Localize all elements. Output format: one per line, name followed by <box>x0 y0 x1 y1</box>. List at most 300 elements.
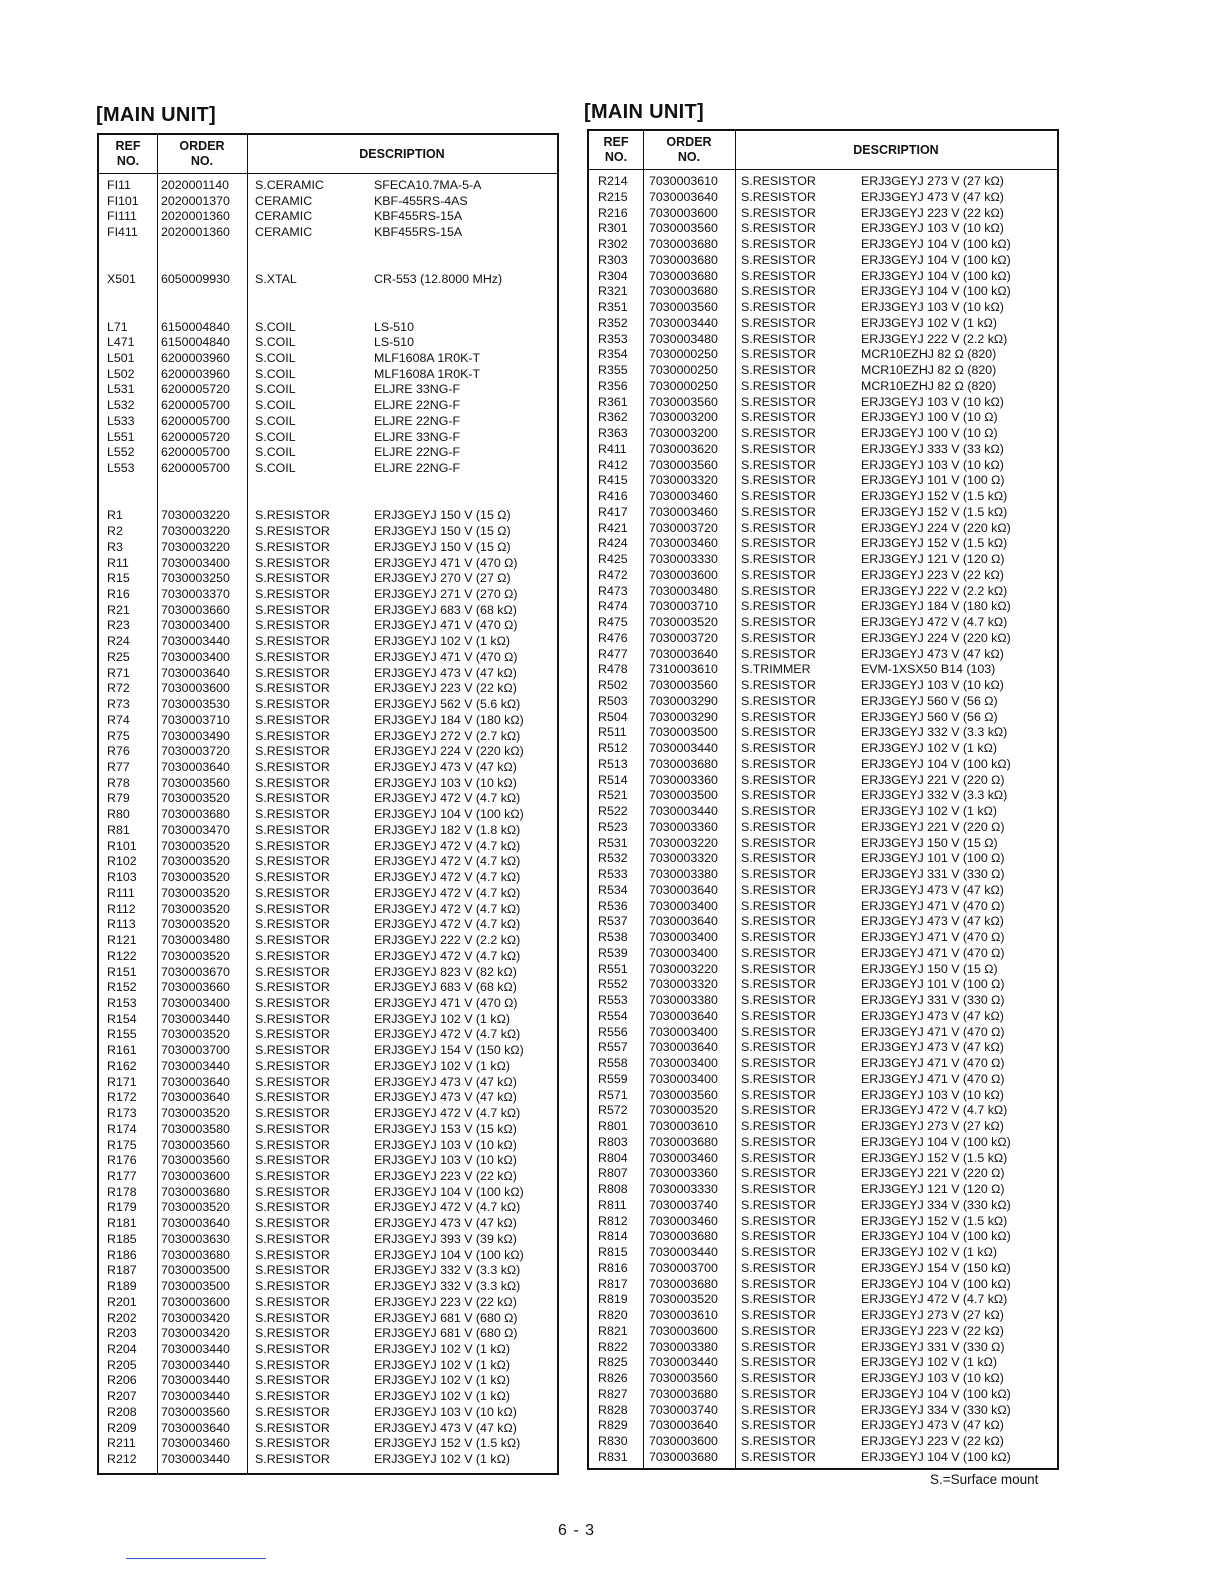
part-type: S.RESISTOR <box>741 1402 816 1417</box>
table-row <box>589 1214 1057 1230</box>
table-row <box>99 980 557 996</box>
part-number: ERJ3GEYJ 152 V (1.5 kΩ) <box>861 1213 1008 1228</box>
ref-no: R531 <box>598 835 628 850</box>
part-number: ERJ3GEYJ 471 V (470 Ω) <box>374 555 518 570</box>
part-type: S.RESISTOR <box>741 567 816 582</box>
order-no: 7030003640 <box>161 1090 230 1105</box>
part-type: S.RESISTOR <box>255 649 330 664</box>
table-row <box>589 221 1057 237</box>
table-row <box>589 1229 1057 1245</box>
part-type: S.RESISTOR <box>255 933 330 948</box>
part-type: S.RESISTOR <box>255 1342 330 1357</box>
ref-no: R416 <box>598 489 628 503</box>
part-number: ERJ3GEYJ 103 V (10 kΩ) <box>374 1153 517 1168</box>
ref-no: R321 <box>598 284 628 299</box>
part-number: ERJ3GEYJ 472 V (4.7 kΩ) <box>374 1106 521 1121</box>
part-number: ERJ3GEYJ 100 V (10 Ω) <box>861 410 998 425</box>
order-no: 6200005720 <box>161 429 230 444</box>
table-row <box>99 587 557 603</box>
order-no: 7030003630 <box>161 1231 230 1246</box>
part-number: ERJ3GEYJ 102 V (1 kΩ) <box>374 1342 510 1357</box>
table-row <box>589 883 1057 899</box>
table-row <box>99 1075 557 1091</box>
table-row <box>99 194 557 210</box>
part-type: S.RESISTOR <box>741 599 816 614</box>
part-type: S.RESISTOR <box>741 237 816 251</box>
ref-no: R815 <box>598 1245 628 1259</box>
ref-no: R185 <box>107 1231 137 1246</box>
ref-no: R189 <box>107 1279 137 1294</box>
table-row <box>589 1418 1057 1434</box>
part-number: ERJ3GEYJ 473 V (47 kΩ) <box>374 1216 517 1231</box>
ref-no: R80 <box>107 807 130 822</box>
part-number: ERJ3GEYJ 103 V (10 kΩ) <box>861 300 1004 314</box>
order-no: 7030003500 <box>161 1263 230 1278</box>
order-no: 7030003460 <box>649 1150 718 1165</box>
part-number: ERJ3GEYJ 222 V (2.2 kΩ) <box>374 933 521 948</box>
part-type: S.RESISTOR <box>741 174 816 188</box>
ref-no: R803 <box>598 1134 628 1149</box>
part-number: ERJ3GEYJ 104 V (100 kΩ) <box>861 268 1011 283</box>
part-number: ERJ3GEYJ 472 V (4.7 kΩ) <box>374 901 521 916</box>
part-number: ERJ3GEYJ 104 V (100 kΩ) <box>861 284 1011 299</box>
order-no: 7030003220 <box>161 524 230 539</box>
part-type: S.RESISTOR <box>741 678 816 692</box>
order-no: 6200005700 <box>161 398 230 413</box>
part-number: ERJ3GEYJ 471 V (470 Ω) <box>861 945 1005 960</box>
ref-no: R162 <box>107 1058 137 1073</box>
part-number: ERJ3GEYJ 104 V (100 kΩ) <box>374 807 524 822</box>
part-type: S.RESISTOR <box>741 473 816 488</box>
part-type: S.RESISTOR <box>741 646 816 661</box>
ref-no: R812 <box>598 1213 628 1228</box>
part-type: S.RESISTOR <box>255 964 330 979</box>
description-header: DESCRIPTION <box>359 146 445 161</box>
table-row <box>99 1373 557 1389</box>
ref-no: R424 <box>598 536 628 551</box>
part-type: S.RESISTOR <box>255 1137 330 1152</box>
ref-no: R1 <box>107 508 123 523</box>
ref-no: R412 <box>598 457 628 472</box>
part-type: S.RESISTOR <box>255 539 330 554</box>
part-type: S.RESISTOR <box>741 1229 816 1244</box>
ref-no: R538 <box>598 930 628 944</box>
part-number: ERJ3GEYJ 102 V (1 kΩ) <box>374 634 510 649</box>
part-type: S.RESISTOR <box>255 744 330 759</box>
part-type: S.RESISTOR <box>741 1355 816 1370</box>
table-row <box>589 899 1057 915</box>
part-number: ERJ3GEYJ 102 V (1 kΩ) <box>374 1373 510 1388</box>
order-no: 7030003460 <box>649 504 718 519</box>
ref-no: R559 <box>598 1071 628 1086</box>
table-row <box>99 351 557 367</box>
table-row <box>589 347 1057 363</box>
order-no: 7030003520 <box>161 885 230 900</box>
part-type: S.RESISTOR <box>255 791 330 806</box>
order-no: 7030003680 <box>161 807 230 822</box>
ref-no: R825 <box>598 1355 628 1370</box>
part-number: EVM-1XSX50 B14 (103) <box>861 662 996 677</box>
table-row <box>589 1025 1057 1041</box>
order-no: 7030003400 <box>161 995 230 1010</box>
part-type: S.RESISTOR <box>741 835 816 850</box>
ref-no: R828 <box>598 1402 628 1417</box>
order-no: 7030003560 <box>161 1137 230 1152</box>
part-type: S.RESISTOR <box>255 1200 330 1215</box>
ref-no: R179 <box>107 1200 137 1215</box>
table-row <box>589 977 1057 993</box>
ref-no: L552 <box>107 445 135 460</box>
ref-no: R475 <box>598 615 628 629</box>
ref-no: R303 <box>598 252 628 267</box>
order-no: 7030003610 <box>649 1119 718 1133</box>
table-row <box>589 521 1057 537</box>
order-no: 7030003660 <box>161 602 230 617</box>
ref-no: R74 <box>107 712 130 727</box>
order-no: 7030003640 <box>161 1420 230 1435</box>
part-type: S.RESISTOR <box>741 1245 816 1259</box>
ref-no: R553 <box>598 993 628 1007</box>
part-type: S.RESISTOR <box>255 1011 330 1026</box>
part-number: ERJ3GEYJ 473 V (47 kΩ) <box>861 882 1004 897</box>
table-row <box>99 1059 557 1075</box>
part-type: S.RESISTOR <box>741 630 816 645</box>
part-type: S.RESISTOR <box>741 221 816 236</box>
part-number: ERJ3GEYJ 152 V (1.5 kΩ) <box>861 1150 1008 1165</box>
table-row <box>99 729 557 745</box>
order-no: 2020001360 <box>161 225 230 240</box>
ref-no: R3 <box>107 539 123 554</box>
ref-no: R425 <box>598 552 628 566</box>
order-no: 7030003480 <box>161 933 230 948</box>
order-no: 7030003520 <box>161 791 230 806</box>
order-no: 6150004840 <box>161 319 230 334</box>
ref-no: R153 <box>107 995 137 1010</box>
order-no: 7030003580 <box>161 1121 230 1136</box>
part-number: ERJ3GEYJ 102 V (1 kΩ) <box>374 1357 510 1372</box>
order-no: 7030003640 <box>649 882 718 897</box>
part-type: S.RESISTOR <box>741 1166 816 1181</box>
table-row <box>99 1311 557 1327</box>
part-type: S.RESISTOR <box>255 1247 330 1262</box>
order-no: 7030003680 <box>649 1134 718 1149</box>
part-number: ERJ3GEYJ 472 V (4.7 kΩ) <box>861 1103 1008 1118</box>
part-type: S.RESISTOR <box>255 728 330 743</box>
part-type: S.RESISTOR <box>741 851 816 866</box>
table-row <box>99 1263 557 1279</box>
part-type: S.RESISTOR <box>741 1071 816 1086</box>
table-row <box>589 788 1057 804</box>
part-type: S.COIL <box>255 413 296 428</box>
order-no: 7030003520 <box>161 870 230 885</box>
order-no: 7030003420 <box>161 1310 230 1325</box>
ref-no: R816 <box>598 1260 628 1275</box>
order-no: 7030003600 <box>161 681 230 696</box>
order-no: 6200005700 <box>161 445 230 460</box>
order-no: 7030003440 <box>649 315 718 330</box>
ref-no: L471 <box>107 335 135 350</box>
order-no: 7030003200 <box>649 410 718 425</box>
order-no: 7030003680 <box>649 1276 718 1291</box>
ref-no: R172 <box>107 1090 137 1105</box>
part-number: ERJ3GEYJ 333 V (33 kΩ) <box>861 441 1004 456</box>
table-row <box>589 1261 1057 1277</box>
part-type: S.RESISTOR <box>255 995 330 1010</box>
order-no: 7030003560 <box>649 1371 718 1385</box>
ref-no: R212 <box>107 1452 137 1467</box>
part-number: ERJ3GEYJ 104 V (100 kΩ) <box>861 252 1011 267</box>
order-no: 7030003460 <box>161 1436 230 1451</box>
ref-no: R103 <box>107 870 137 885</box>
part-number: ERJ3GEYJ 121 V (120 Ω) <box>861 1182 1005 1196</box>
part-type: S.RESISTOR <box>255 1420 330 1435</box>
table-row <box>99 807 557 823</box>
order-no: 7030003520 <box>161 1027 230 1042</box>
order-no: 7030003290 <box>649 693 718 708</box>
table-row <box>589 1009 1057 1025</box>
part-type: S.RESISTOR <box>255 1231 330 1246</box>
part-type: S.RESISTOR <box>255 602 330 617</box>
order-no: 7030003640 <box>161 665 230 680</box>
ref-no: R178 <box>107 1184 137 1199</box>
part-number: ERJ3GEYJ 332 V (3.3 kΩ) <box>861 788 1008 803</box>
table-row <box>99 854 557 870</box>
part-type: S.RESISTOR <box>741 1323 816 1338</box>
order-no: 7030003400 <box>649 898 718 913</box>
part-type: S.RESISTOR <box>741 993 816 1007</box>
ref-no: R186 <box>107 1247 137 1262</box>
part-type: S.RESISTOR <box>741 489 816 503</box>
order-no: 7030003400 <box>649 1024 718 1039</box>
order-no: 7030003700 <box>161 1043 230 1058</box>
part-number: ELJRE 22NG-F <box>374 461 461 476</box>
part-number: ERJ3GEYJ 471 V (470 Ω) <box>861 1071 1005 1086</box>
part-number: ERJ3GEYJ 104 V (100 kΩ) <box>374 1247 524 1262</box>
table-row <box>99 949 557 965</box>
ref-no: R161 <box>107 1043 137 1058</box>
ref-no: R175 <box>107 1137 137 1152</box>
part-type: S.RESISTOR <box>255 571 330 586</box>
part-type: S.RESISTOR <box>741 1197 816 1212</box>
table-row <box>589 316 1057 332</box>
bottom-rule <box>126 1558 266 1559</box>
table-row <box>99 917 557 933</box>
ref-no: R537 <box>598 914 628 929</box>
part-type: S.RESISTOR <box>255 1452 330 1467</box>
part-number: ERJ3GEYJ 104 V (100 kΩ) <box>861 756 1011 771</box>
order-no: 7030003400 <box>649 1056 718 1070</box>
part-type: S.RESISTOR <box>741 1260 816 1275</box>
table-row <box>589 1198 1057 1214</box>
order-no: 7030003380 <box>649 993 718 1007</box>
part-type: S.RESISTOR <box>741 914 816 929</box>
part-number: ERJ3GEYJ 152 V (1.5 kΩ) <box>861 489 1008 503</box>
part-type: S.RESISTOR <box>255 838 330 853</box>
part-number: ERJ3GEYJ 473 V (47 kΩ) <box>861 914 1004 929</box>
part-number: ERJ3GEYJ 103 V (10 kΩ) <box>861 1371 1004 1385</box>
table-row <box>589 1450 1057 1466</box>
order-no: 7030000250 <box>649 347 718 362</box>
table-row <box>99 430 557 446</box>
part-number: MCR10EZHJ 82 Ω (820) <box>861 363 997 377</box>
part-type: S.RESISTOR <box>255 1074 330 1089</box>
order-no: 2020001360 <box>161 209 230 224</box>
table-row <box>589 1324 1057 1340</box>
ref-header: REF NO. <box>115 139 141 168</box>
table-row <box>99 1122 557 1138</box>
ref-no: R558 <box>598 1056 628 1070</box>
part-type: S.RESISTOR <box>255 1263 330 1278</box>
part-type: S.RESISTOR <box>255 1310 330 1325</box>
ref-no: R171 <box>107 1074 137 1089</box>
order-no: 7030003520 <box>649 615 718 629</box>
ref-no: R811 <box>598 1197 627 1212</box>
order-no: 7030003640 <box>649 1040 718 1055</box>
part-type: S.RESISTOR <box>741 284 816 299</box>
ref-no: L531 <box>107 382 135 397</box>
ref-no: R215 <box>598 189 628 204</box>
part-number: ERJ3GEYJ 473 V (47 kΩ) <box>374 1420 517 1435</box>
part-number: ERJ3GEYJ 681 V (680 Ω) <box>374 1326 518 1341</box>
table-row <box>99 1043 557 1059</box>
part-number: ERJ3GEYJ 102 V (1 kΩ) <box>861 315 997 330</box>
ref-no: L551 <box>107 429 135 444</box>
part-type: S.RESISTOR <box>741 961 816 976</box>
table-row <box>99 335 557 351</box>
order-no: 7030003490 <box>161 728 230 743</box>
order-no: 7030003220 <box>161 539 230 554</box>
table-row <box>99 681 557 697</box>
order-no: 7030003460 <box>649 536 718 551</box>
part-type: S.RESISTOR <box>255 1357 330 1372</box>
part-number: ERJ3GEYJ 332 V (3.3 kΩ) <box>374 1263 521 1278</box>
left-parts-table <box>97 133 559 1475</box>
order-no: 7030003640 <box>649 1008 718 1023</box>
ref-no: R205 <box>107 1357 137 1372</box>
part-number: MLF1608A 1R0K-T <box>374 351 481 366</box>
ref-no: L71 <box>107 319 128 334</box>
part-type: S.RESISTOR <box>741 252 816 267</box>
ref-no: R181 <box>107 1216 137 1231</box>
order-no: 7030003720 <box>649 520 718 535</box>
part-type: S.RESISTOR <box>255 508 330 523</box>
ref-no: R472 <box>598 567 628 582</box>
order-no: 7030003710 <box>161 712 230 727</box>
part-type: S.COIL <box>255 319 296 334</box>
ref-no: R207 <box>107 1389 137 1404</box>
table-row <box>99 1295 557 1311</box>
table-row <box>99 1106 557 1122</box>
part-number: ERJ3GEYJ 273 V (27 kΩ) <box>861 1119 1004 1133</box>
part-type: S.RESISTOR <box>741 819 816 834</box>
part-type: S.RESISTOR <box>741 426 816 440</box>
part-type: S.RESISTOR <box>741 268 816 283</box>
part-type: S.RESISTOR <box>255 1121 330 1136</box>
table-row <box>99 713 557 729</box>
order-no: 7030003600 <box>161 1168 230 1183</box>
part-type: S.RESISTOR <box>741 1418 816 1433</box>
ref-no: R209 <box>107 1420 137 1435</box>
part-type: S.RESISTOR <box>741 378 816 393</box>
part-number: ERJ3GEYJ 473 V (47 kΩ) <box>861 1418 1004 1433</box>
order-no: 6200005700 <box>161 461 230 476</box>
table-row <box>589 867 1057 883</box>
left-section-title: [MAIN UNIT] <box>96 104 216 126</box>
part-type: S.RESISTOR <box>741 315 816 330</box>
ref-no: R155 <box>107 1027 137 1042</box>
table-row <box>99 209 557 225</box>
table-row <box>589 599 1057 615</box>
table-row <box>589 1434 1057 1450</box>
part-type: S.RESISTOR <box>741 552 816 566</box>
ref-no: R101 <box>107 838 137 853</box>
part-type: S.RESISTOR <box>741 788 816 803</box>
order-no: 7030003440 <box>649 804 718 818</box>
part-type: S.RESISTOR <box>255 807 330 822</box>
left-table-header <box>99 135 557 174</box>
table-row <box>589 269 1057 285</box>
part-type: S.RESISTOR <box>255 1326 330 1341</box>
part-type: S.RESISTOR <box>255 1090 330 1105</box>
part-type: S.RESISTOR <box>741 363 816 377</box>
order-no: 7030003440 <box>649 741 718 755</box>
part-number: ERJ3GEYJ 223 V (22 kΩ) <box>861 1434 1004 1448</box>
part-type: S.RESISTOR <box>741 1103 816 1118</box>
order-no: 7030003320 <box>649 473 718 488</box>
order-no: 7030003380 <box>649 867 718 881</box>
ref-no: R304 <box>598 268 628 283</box>
part-type: S.RESISTOR <box>255 1153 330 1168</box>
order-no: 7030003440 <box>649 1245 718 1259</box>
ref-no: R476 <box>598 630 628 645</box>
ref-no: R23 <box>107 618 130 633</box>
ref-no: R176 <box>107 1153 137 1168</box>
ref-no: R173 <box>107 1106 137 1121</box>
ref-no: R557 <box>598 1040 628 1055</box>
ref-no: R417 <box>598 504 628 519</box>
part-type: S.RESISTOR <box>741 1056 816 1070</box>
order-no: 7030003640 <box>161 1216 230 1231</box>
part-number: ERJ3GEYJ 562 V (5.6 kΩ) <box>374 697 521 712</box>
table-row <box>99 540 557 556</box>
part-number: ERJ3GEYJ 473 V (47 kΩ) <box>861 646 1004 661</box>
order-no: 7030003520 <box>161 1106 230 1121</box>
table-row <box>99 1027 557 1043</box>
part-type: S.COIL <box>255 398 296 413</box>
table-row <box>589 1056 1057 1072</box>
description-header: DESCRIPTION <box>853 142 939 157</box>
ref-no: R474 <box>598 599 628 614</box>
part-number: ERJ3GEYJ 560 V (56 Ω) <box>861 693 998 708</box>
part-type: S.RESISTOR <box>741 1087 816 1102</box>
part-type: S.RESISTOR <box>255 555 330 570</box>
order-no: 7030003530 <box>161 697 230 712</box>
order-no: 7030003500 <box>649 725 718 740</box>
part-number: ERJ3GEYJ 472 V (4.7 kΩ) <box>374 791 521 806</box>
part-type: S.RESISTOR <box>741 300 816 314</box>
table-row <box>589 237 1057 253</box>
ref-no: R521 <box>598 788 628 803</box>
order-no: 7030003440 <box>161 1058 230 1073</box>
order-no: 7030003320 <box>649 977 718 992</box>
order-no: 7030003680 <box>649 252 718 267</box>
ref-no: R534 <box>598 882 628 897</box>
ref-no: L532 <box>107 398 135 413</box>
order-no: 7030003520 <box>161 901 230 916</box>
order-no: 7030003680 <box>161 1247 230 1262</box>
order-no: 7030003700 <box>649 1260 718 1275</box>
part-number: ERJ3GEYJ 104 V (100 kΩ) <box>861 1229 1011 1244</box>
